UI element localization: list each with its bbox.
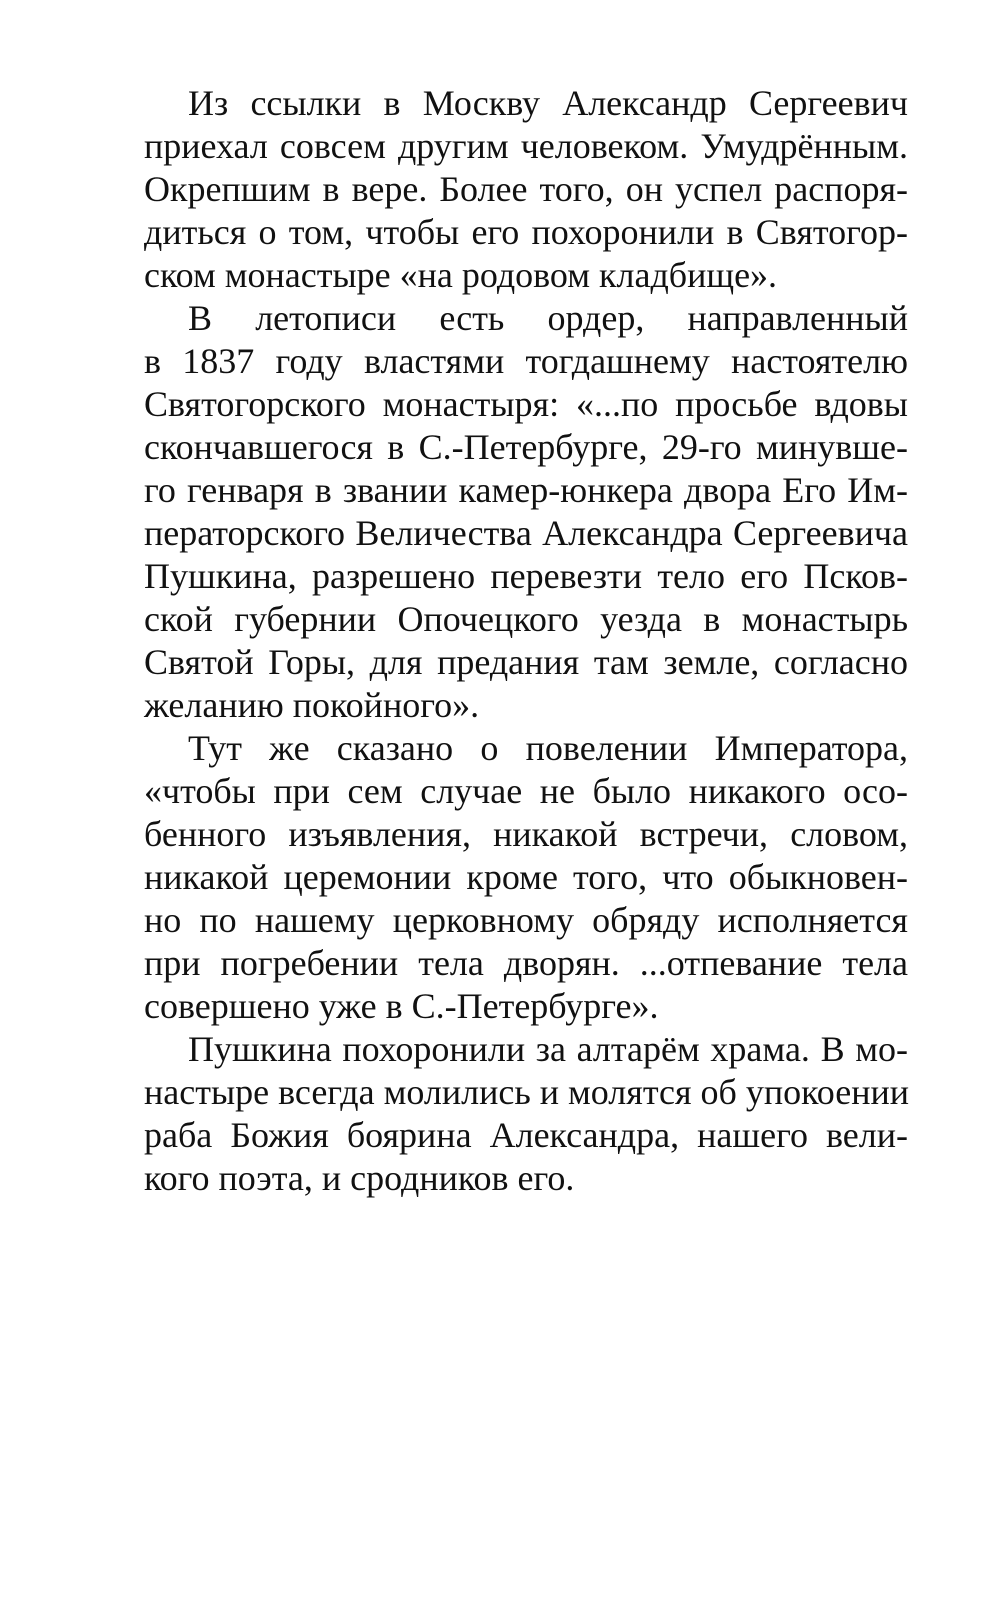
text-line: ском монастыре «на родовом кладбище». [144,255,778,295]
text-line: ской губернии Опочецкого уезда в монастырь [144,599,908,639]
text-line: раба Божия боярина Александра, нашего вели- [144,1115,908,1155]
text-line: Из ссылки в Москву Александр Сергеевич [188,83,908,123]
text-line: желанию покойного». [144,685,480,725]
text-line: Святогорского монастыря: «...по просьбе вдовы [144,384,908,424]
text-line: диться о том, чтобы его похоронили в Святогор- [144,212,908,252]
text-line: Пушкина, разрешено перевезти тело его Псков- [144,556,908,596]
text-line: настыре всегда молились и молятся об упокоении [144,1072,909,1112]
text-line: но по нашему церковному обряду исполняется [144,900,908,940]
text-line: бенного изъявления, никакой встречи, словом, [144,814,908,854]
paragraph-1 [144,82,908,297]
text-line: го генваря в звании камер-юнкера двора Его Им- [144,470,908,510]
page-text [144,82,908,1200]
text-line: «чтобы при сем случае не было никакого осо- [144,771,908,811]
text-line: Святой Горы, для предания там земле, согласно [144,642,908,682]
text-line: никакой церемонии кроме того, что обыкновен- [144,857,908,897]
text-line: совершено уже в С.-Петербурге». [144,986,659,1026]
paragraph-2 [144,297,908,727]
text-line: Окрепшим в вере. Более того, он успел распоря- [144,169,908,209]
paragraph-4 [144,1028,908,1200]
text-line: Пушкина похоронили за алтарём храма. В мо- [188,1029,908,1069]
text-line: Тут же сказано о повелении Императора, [188,728,908,768]
text-line: В летописи есть ордер, направленный [188,298,908,338]
text-line: приехал совсем другим человеком. Умудрённым. [144,126,908,166]
paragraph-3 [144,727,908,1028]
text-line: кого поэта, и сродников его. [144,1158,575,1198]
text-line: в 1837 году властями тогдашнему настоятелю [144,341,908,381]
text-line: скончавшегося в С.-Петербурге, 29-го минувше- [144,427,908,467]
text-line: при погребении тела дворян. ...отпевание тела [144,943,908,983]
text-line: ператорского Величества Александра Сергеевича [144,513,908,553]
